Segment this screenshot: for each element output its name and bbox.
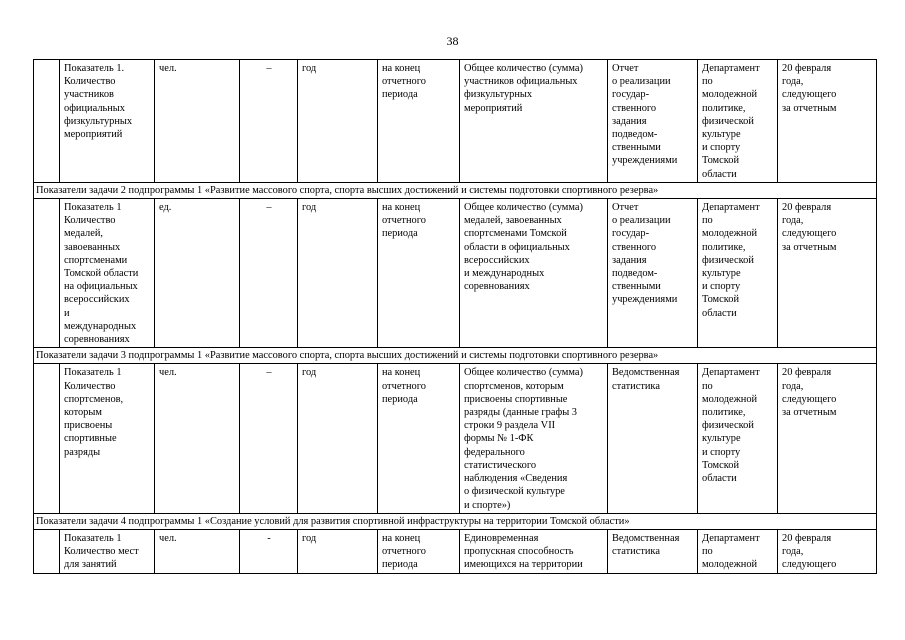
section-row — [34, 348, 877, 364]
source-cell: Отчет о реализации государ- ственного задания подведом- ственными учреждениями — [608, 199, 698, 348]
section-row — [34, 513, 877, 529]
empty-cell — [34, 60, 60, 183]
unit-cell: чел. — [155, 364, 240, 513]
empty-cell — [34, 199, 60, 348]
dash-cell: – — [240, 364, 298, 513]
responsible-cell: Департамент по молодежной политике, физической культуре и спорту Томской области — [698, 199, 778, 348]
method-cell: Общее количество (сумма) медалей, завоеванных спортсменами Томской области в официальных всероссийских и международных соревнованиях — [460, 199, 608, 348]
source-cell: Ведомственная статистика — [608, 529, 698, 573]
period-cell: год — [298, 60, 378, 183]
date-cell: на конец отчетного периода — [378, 364, 460, 513]
table-row — [34, 364, 877, 513]
unit-cell: ед. — [155, 199, 240, 348]
method-cell: Общее количество (сумма) участников официальных физкультурных мероприятий — [460, 60, 608, 183]
unit-cell: чел. — [155, 60, 240, 183]
deadline-cell: 20 февраля года, следующего за отчетным — [778, 199, 877, 348]
empty-cell — [34, 529, 60, 573]
section-heading-task4: Показатели задачи 4 подпрограммы 1 «Создание условий для развития спортивной инфраструктуры на территории Томской области» — [34, 513, 877, 529]
page-number: 38 — [446, 34, 459, 48]
source-cell: Ведомственная статистика — [608, 364, 698, 513]
period-cell: год — [298, 199, 378, 348]
responsible-cell: Департамент по молодежной — [698, 529, 778, 573]
source-cell: Отчет о реализации государ- ственного задания подведом- ственными учреждениями — [608, 60, 698, 183]
dash-cell: – — [240, 199, 298, 348]
period-cell: год — [298, 364, 378, 513]
responsible-cell: Департамент по молодежной политике, физической культуре и спорту Томской области — [698, 60, 778, 183]
section-heading-task2: Показатели задачи 2 подпрограммы 1 «Развитие массового спорта, спорта высших достижений и системы подготовки спортивного резерва» — [34, 182, 877, 198]
date-cell: на конец отчетного периода — [378, 60, 460, 183]
table-row — [34, 529, 877, 573]
section-row — [34, 182, 877, 198]
dash-cell: – — [240, 60, 298, 183]
table-row — [34, 199, 877, 348]
indicator-cell: Показатель 1 Количество спортсменов, которым присвоены спортивные разряды — [60, 364, 155, 513]
method-cell: Общее количество (сумма) спортсменов, которым присвоены спортивные разряды (данные графы 3 строки 9 раздела VII формы № 1-ФК федерального статистического наблюдения «Сведения о физической культуре и спорте») — [460, 364, 608, 513]
date-cell: на конец отчетного периода — [378, 199, 460, 348]
indicator-cell: Показатель 1 Количество мест для занятий — [60, 529, 155, 573]
indicator-cell: Показатель 1. Количество участников официальных физкультурных мероприятий — [60, 60, 155, 183]
deadline-cell: 20 февраля года, следующего за отчетным — [778, 60, 877, 183]
table-row — [34, 60, 877, 183]
period-cell: год — [298, 529, 378, 573]
section-heading-task3: Показатели задачи 3 подпрограммы 1 «Развитие массового спорта, спорта высших достижений и системы подготовки спортивного резерва» — [34, 348, 877, 364]
dash-cell: - — [240, 529, 298, 573]
deadline-cell: 20 февраля года, следующего — [778, 529, 877, 573]
unit-cell: чел. — [155, 529, 240, 573]
method-cell: Единовременная пропускная способность имеющихся на территории — [460, 529, 608, 573]
indicator-cell: Показатель 1 Количество медалей, завоеванных спортсменами Томской области на официальных всероссийских и международных соревнованиях — [60, 199, 155, 348]
date-cell: на конец отчетного периода — [378, 529, 460, 573]
responsible-cell: Департамент по молодежной политике, физической культуре и спорту Томской области — [698, 364, 778, 513]
deadline-cell: 20 февраля года, следующего за отчетным — [778, 364, 877, 513]
indicators-table — [33, 59, 877, 574]
empty-cell — [34, 364, 60, 513]
